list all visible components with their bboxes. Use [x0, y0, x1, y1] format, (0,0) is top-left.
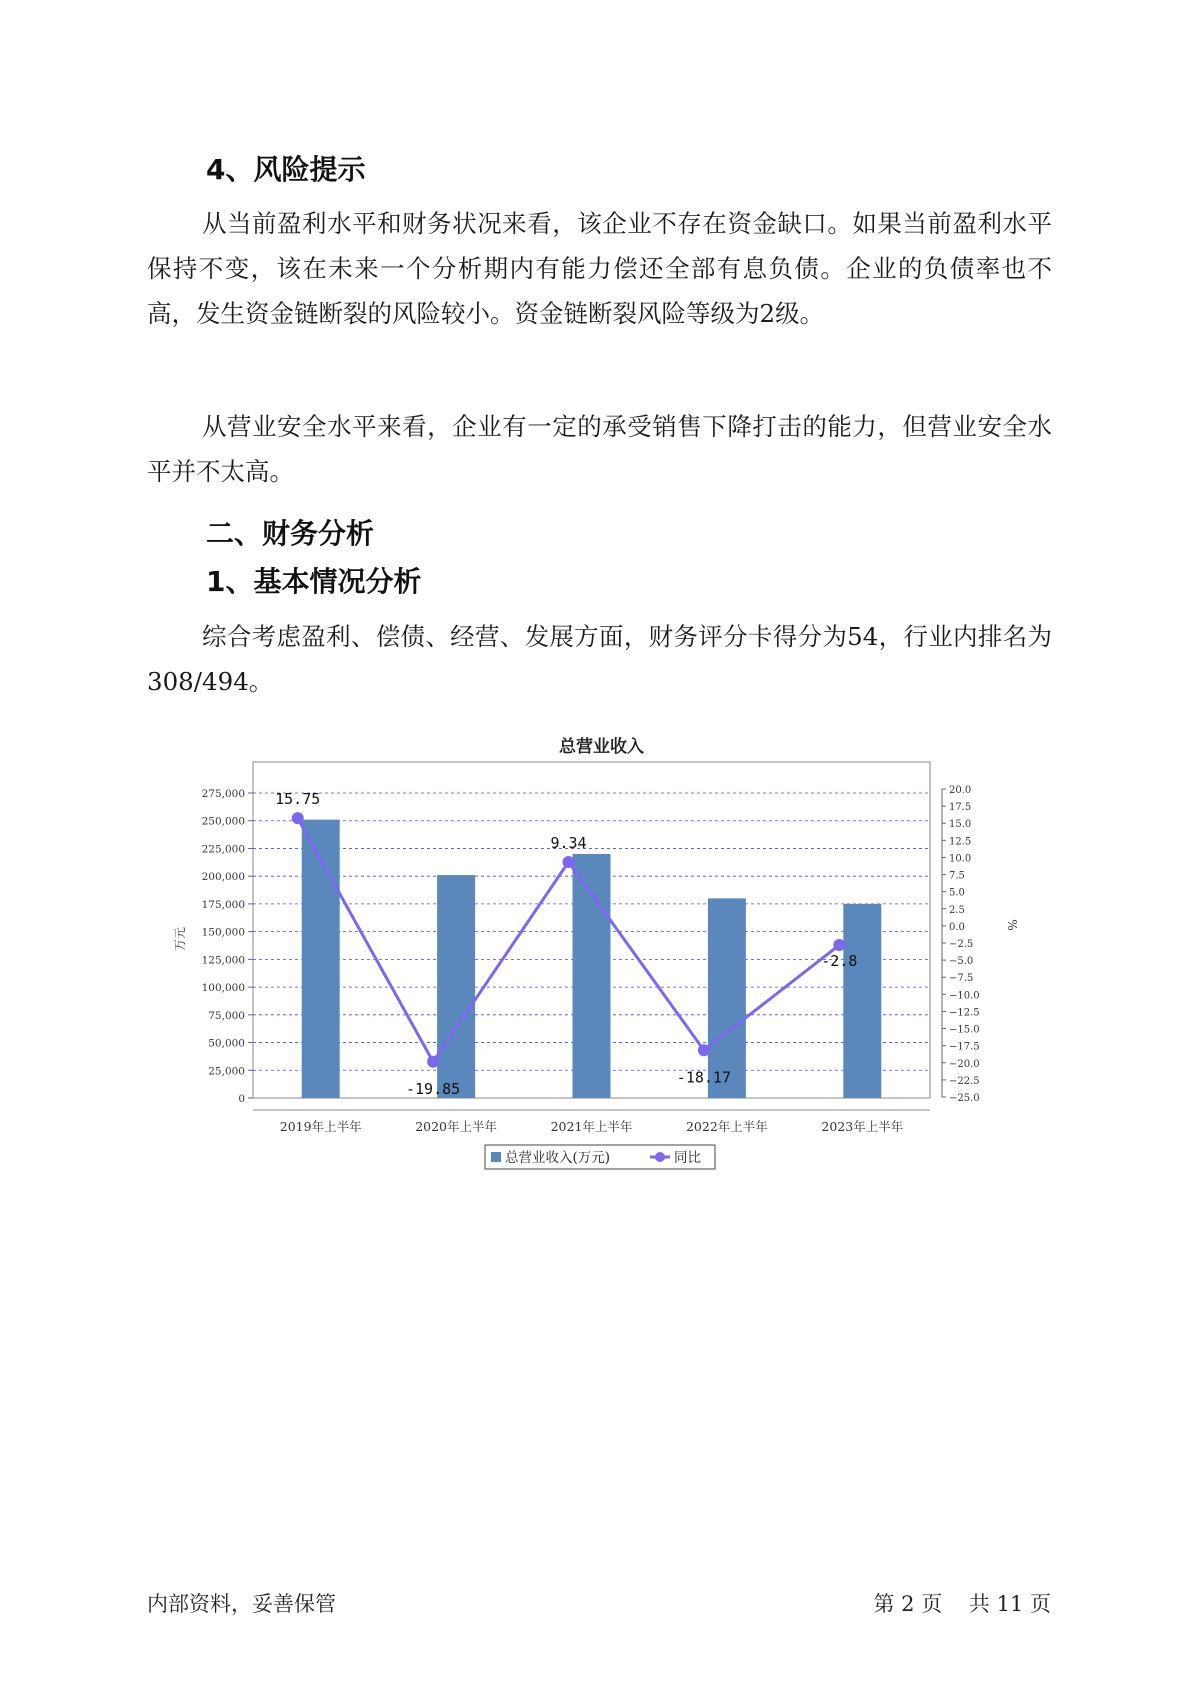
right-axis-title: %	[1005, 919, 1019, 931]
yoy-data-label: -19.85	[406, 1079, 461, 1098]
footer-confidential: 内部资料，妥善保管	[147, 1592, 336, 1616]
risk-paragraph-1: 从当前盈利水平和财务状况来看，该企业不存在资金缺口。如果当前盈利水平保持不变，该在未来一个分析期内有能力偿还全部有息负债。企业的负债率也不高，发生资金链断裂的风险较小。资金链断裂风险等级为2级。	[147, 209, 1052, 328]
yoy-point	[292, 812, 304, 824]
financial-analysis-heading: 二、财务分析	[206, 517, 375, 550]
right-axis-tick-label: −22.5	[949, 1075, 980, 1087]
yoy-point	[427, 1056, 439, 1068]
revenue-chart-svg	[170, 722, 1030, 1182]
yoy-point	[833, 939, 845, 951]
basic-analysis-paragraph: 综合考虑盈利、偿债、经营、发展方面，财务评分卡得分为54，行业内排名为308/494。	[147, 622, 1052, 696]
revenue-bar	[437, 875, 475, 1098]
right-axis-tick-label: −15.0	[949, 1024, 980, 1036]
right-axis-tick-label: 2.5	[949, 904, 965, 916]
yoy-data-label: -2.8	[821, 952, 858, 971]
x-axis-category-label: 2019年上半年	[279, 1119, 362, 1134]
right-axis-tick-label: −17.5	[949, 1041, 980, 1053]
legend-revenue-swatch	[491, 1152, 501, 1162]
risk-heading: 4、风险提示	[206, 153, 366, 186]
right-axis-tick-label: −5.0	[949, 956, 974, 968]
x-axis-category-label: 2021年上半年	[550, 1119, 633, 1134]
right-axis-tick-label: 5.0	[949, 887, 965, 899]
footer-total-pages: 共 11 页	[968, 1592, 1051, 1616]
right-axis-tick-label: −20.0	[949, 1058, 980, 1070]
left-axis-tick-label: 175,000	[201, 898, 245, 911]
right-axis-tick-label: 0.0	[949, 921, 965, 933]
x-axis-category-label: 2020年上半年	[415, 1119, 498, 1134]
right-axis-tick-label: 10.0	[949, 853, 972, 865]
revenue-chart	[170, 722, 1030, 1182]
right-axis-tick-label: 20.0	[949, 785, 972, 796]
revenue-bar	[573, 854, 611, 1098]
right-axis-tick-label: 17.5	[949, 802, 972, 814]
left-axis-tick-label: 225,000	[201, 843, 245, 856]
yoy-data-label: -18.17	[676, 1068, 731, 1087]
left-axis-tick-label: 75,000	[208, 1009, 245, 1022]
right-axis-tick-label: −12.5	[949, 1007, 980, 1019]
right-axis-tick-label: −7.5	[949, 973, 974, 985]
left-axis-tick-label: 50,000	[208, 1037, 245, 1050]
left-axis-tick-label: 150,000	[201, 926, 245, 939]
left-axis-tick-label: 100,000	[201, 982, 245, 995]
left-axis-tick-label: 0	[238, 1093, 245, 1105]
left-axis-tick-label: 200,000	[201, 871, 245, 884]
right-axis-tick-label: −2.5	[949, 939, 974, 950]
x-axis-category-label: 2022年上半年	[685, 1119, 768, 1134]
yoy-line	[298, 818, 840, 1062]
right-axis-tick-label: 7.5	[949, 870, 965, 882]
risk-paragraph-2: 从营业安全水平来看，企业有一定的承受销售下降打击的能力，但营业安全水平并不太高。	[147, 412, 1052, 486]
left-axis-title: 万元	[173, 926, 187, 952]
left-axis-tick-label: 25,000	[208, 1065, 245, 1078]
left-axis-tick-label: 250,000	[201, 815, 245, 828]
footer-page-number: 第 2 页	[873, 1592, 943, 1616]
yoy-point	[698, 1044, 710, 1056]
yoy-data-label: 15.75	[275, 790, 321, 809]
right-axis-tick-label: 12.5	[949, 836, 972, 848]
left-axis-tick-label: 125,000	[201, 954, 245, 967]
left-axis-tick-label: 275,000	[201, 788, 245, 800]
right-axis-tick-label: −10.0	[949, 990, 980, 1002]
x-axis-category-label: 2023年上半年	[821, 1119, 904, 1134]
right-axis-tick-label: −25.0	[949, 1093, 980, 1104]
yoy-point	[563, 856, 575, 868]
right-axis-tick-label: 15.0	[949, 819, 972, 831]
yoy-data-label: 9.34	[550, 833, 587, 852]
footer-page-info	[874, 1588, 1052, 1618]
revenue-bar	[843, 904, 881, 1098]
legend-revenue-label: 总营业收入(万元)	[505, 1150, 611, 1166]
chart-title: 总营业收入	[559, 737, 644, 757]
legend-yoy-marker	[655, 1152, 665, 1162]
basic-analysis-heading: 1、基本情况分析	[206, 565, 422, 598]
legend-yoy-label: 同比	[674, 1150, 701, 1166]
